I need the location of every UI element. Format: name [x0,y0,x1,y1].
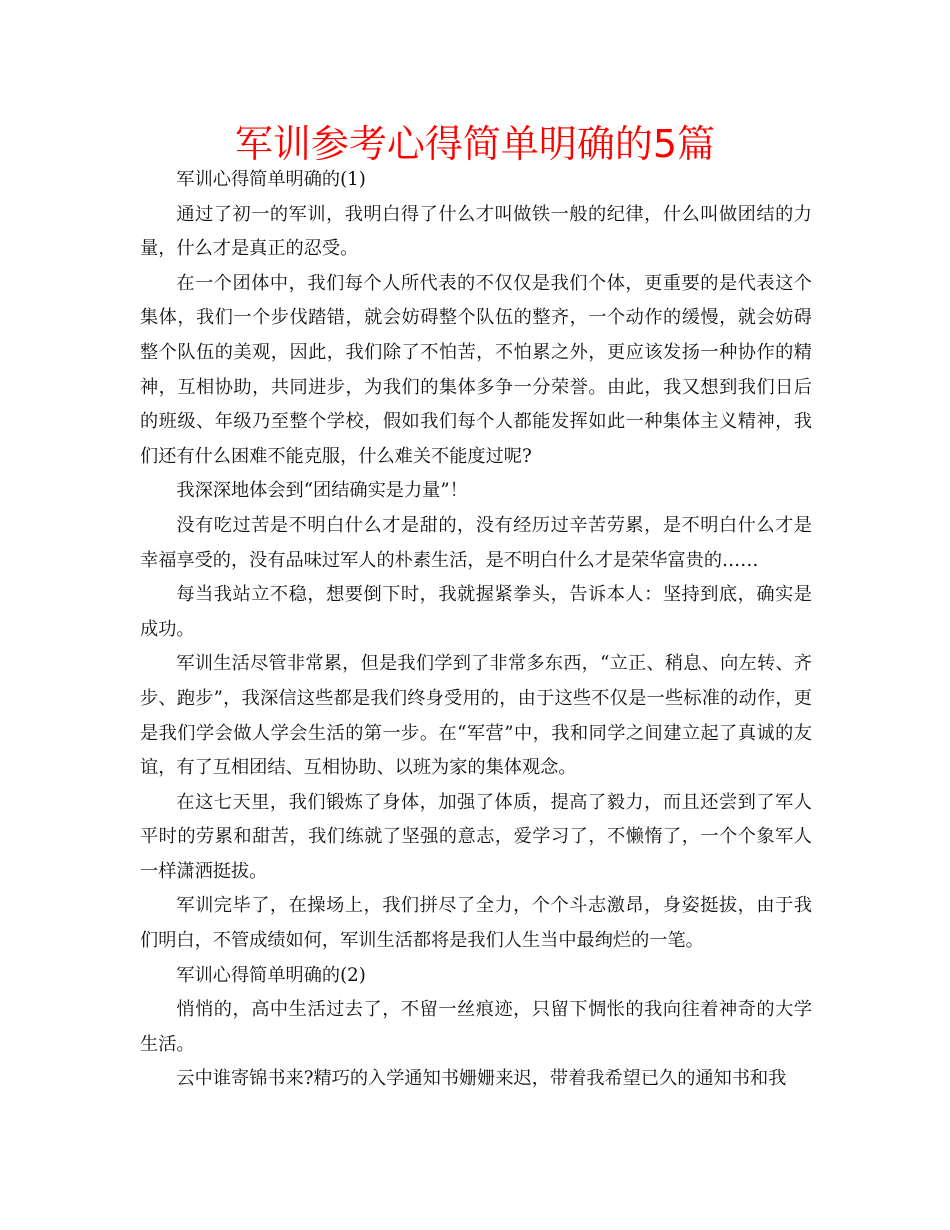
document-body [140,163,812,1097]
section-heading-2: 军训心得简单明确的(2) [176,964,366,986]
section-heading-1: 军训心得简单明确的(1) [176,169,366,190]
document-title: 军训参考心得简单明确的5篇 [234,122,716,166]
paragraph: 我深深地体会到“团结确实是力量”！ [176,480,468,502]
paragraph: 每当我站立不稳，想要倒下时，我就握紧拳头，告诉本人：坚持到底，确实是成功。 [140,584,812,640]
paragraph: 军训生活尽管非常累，但是我们学到了非常多东西，“立正、稍息、向左转、齐步、跑步”，我深信这些都是我们终身受用的，由于这些不仅是一些标准的动作，更是我们学会做人学会生活的第一步。在“军营”中，我和同学之间建立起了真诚的友谊，有了互相团结、互相协助、以班为家的集体观念。 [140,653,812,779]
paragraph: 悄悄的，高中生活过去了，不留一丝痕迹，只留下惆怅的我向往着神奇的大学生活。 [140,999,812,1055]
paragraph: 云中谁寄锦书来?精巧的入学通知书姗姗来迟，带着我希望已久的通知书和我 [176,1068,787,1090]
paragraph: 没有吃过苦是不明白什么才是甜的，没有经历过辛苦劳累，是不明白什么才是幸福享受的，没有品味过军人的朴素生活，是不明白什么才是荣华富贵的…… [140,514,812,571]
paragraph: 军训完毕了，在操场上，我们拼尽了全力，个个斗志激昂，身姿挺拔，由于我们明白，不管成绩如何，军训生活都将是我们人生当中最绚烂的一笔。 [140,895,812,952]
paragraph: 在一个团体中，我们每个人所代表的不仅仅是我们个体，更重要的是代表这个集体，我们一个步伐踏错，就会妨碍整个队伍的整齐，一个动作的缓慢，就会妨碍整个队伍的美观，因此，我们除了不怕苦，不怕累之外，更应该发扬一种协作的精神，互相协助，共同进步，为我们的集体多争一分荣誉。由此，我又想到我们日后的班级、年级乃至整个学校，假如我们每个人都能发挥如此一种集体主义精神，我们还有什么困难不能克服，什么难关不能度过呢? [140,272,812,467]
paragraph: 通过了初一的军训，我明白得了什么才叫做铁一般的纪律，什么叫做团结的力量，什么才是真正的忍受。 [140,203,812,260]
paragraph: 在这七天里，我们锻炼了身体，加强了体质，提高了毅力，而且还尝到了军人平时的劳累和甜苦，我们练就了坚强的意志，爱学习了，不懒惰了，一个个象军人一样潇洒挺拔。 [140,791,812,882]
